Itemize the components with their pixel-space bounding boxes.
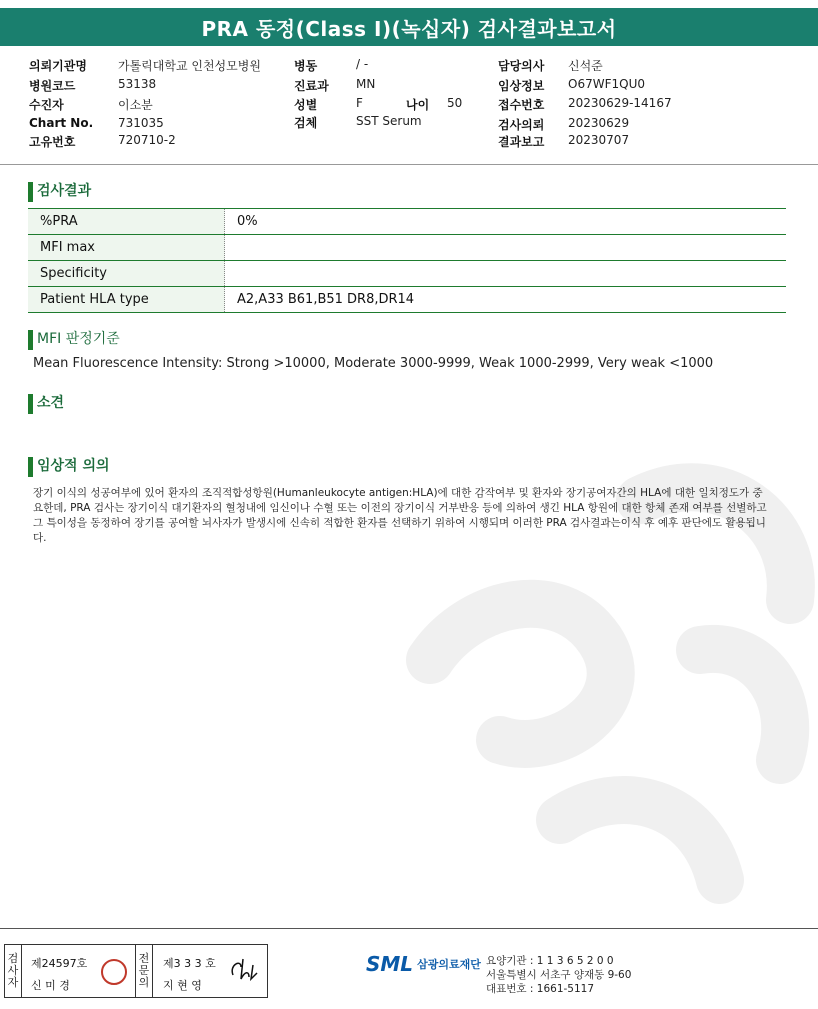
patient-label: 수진자 — [29, 98, 64, 112]
receipt-value: 20230629-14167 — [568, 96, 672, 110]
specialist-number: 제3 3 3 호 — [163, 957, 216, 970]
unique-label: 고유번호 — [29, 135, 76, 149]
hospital-label: 의뢰기관명 — [29, 59, 87, 73]
row-value: 0% — [225, 209, 787, 235]
institution-code: 요양기관 : 1 1 3 6 5 2 0 0 — [486, 955, 614, 967]
chart-value: 731035 — [118, 116, 164, 130]
clinical-significance-text: 장기 이식의 성공여부에 있어 환자의 조직적합성항원(Humanleukocyte antigen:HLA)에 대한 감작여부 및 환자와 장기공여자간의 HLA에 대한 일치정도가 중요한데, PRA 검사는 장기이식 대기환자의 혈청내에 임신이나 수혈 또는 이전의 장기이식 거부반응 등에 의하여 생긴 HLA 항원에 대한 항체 존재 여부를 선별하고 그 특이성을 동정하여 장기를 공여할 뇌사자가 발생시에 신속히 적합한 환자를 선택하기 위하여 시행되며 이러한 PRA 검사결과는이식 후 예후 판단에도 활용됩니다. — [33, 487, 767, 544]
hospital-code-label: 병원코드 — [29, 79, 76, 93]
institution-phone: 대표번호 : 1661-5117 — [486, 983, 595, 995]
opinion-heading: 소견 — [28, 394, 64, 412]
row-key: MFI max — [28, 235, 225, 261]
specialist-signature — [227, 955, 261, 985]
examiner-label: 검 사 자 — [5, 945, 22, 997]
patient-info — [0, 55, 818, 155]
specimen-label: 검체 — [294, 116, 318, 130]
sml-logo — [366, 952, 481, 976]
report-title: PRA 동정(Class I)(녹십자) 검사결과보고서 — [0, 8, 818, 46]
dept-value: MN — [356, 77, 376, 91]
row-key: Specificity — [28, 261, 225, 287]
row-key: Patient HLA type — [28, 287, 225, 313]
report-value: 20230707 — [568, 133, 630, 147]
patient-value: 이소분 — [118, 98, 153, 112]
mfi-heading: MFI 판정기준 — [28, 330, 120, 348]
report-label: 결과보고 — [498, 135, 545, 149]
institution-address — [486, 954, 631, 996]
unique-value: 720710-2 — [118, 133, 176, 147]
specialist-name: 지 현 영 — [163, 979, 202, 992]
clinical-significance-heading: 임상적 의의 — [28, 457, 110, 475]
age-value: 50 — [447, 96, 463, 110]
clinical-value: O67WF1QU0 — [568, 77, 645, 91]
receipt-label: 접수번호 — [498, 98, 545, 112]
results-heading: 검사결과 — [28, 182, 91, 200]
clinical-label: 임상정보 — [498, 79, 545, 93]
report-footer — [0, 928, 818, 1009]
row-value — [225, 261, 787, 287]
request-label: 검사의뢰 — [498, 118, 545, 132]
ward-value: / - — [356, 57, 369, 71]
examiner-number: 제24597호 — [31, 957, 88, 970]
row-value — [225, 235, 787, 261]
age-label: 나이 — [406, 98, 430, 112]
examiner-seal — [101, 959, 127, 985]
doctor-value: 신석준 — [568, 59, 603, 73]
doctor-label: 담당의사 — [498, 59, 545, 73]
info-divider — [0, 164, 818, 165]
examiner-name: 신 미 경 — [31, 979, 70, 992]
hospital-code-value: 53138 — [118, 77, 157, 91]
row-value: A2,A33 B61,B51 DR8,DR14 — [225, 287, 787, 313]
signature-box — [4, 944, 268, 998]
table-row — [28, 235, 786, 261]
sex-value: F — [356, 96, 363, 110]
row-key: %PRA — [28, 209, 225, 235]
sex-label: 성별 — [294, 98, 318, 112]
specimen-value: SST Serum — [356, 114, 422, 128]
logo-name: 삼광의료재단 — [417, 958, 481, 971]
hospital-value: 가톨릭대학교 인천성모병원 — [118, 59, 261, 73]
footer-divider — [0, 928, 818, 929]
results-table — [28, 208, 786, 313]
ward-label: 병동 — [294, 59, 318, 73]
institution-location: 서울특별시 서초구 양재동 9-60 — [486, 969, 632, 981]
table-row — [28, 261, 786, 287]
specialist-label: 전 문 의 — [135, 945, 153, 997]
dept-label: 진료과 — [294, 79, 329, 93]
chart-label: Chart No. — [29, 116, 94, 130]
request-value: 20230629 — [568, 116, 630, 130]
mfi-criteria: Mean Fluorescence Intensity: Strong >10000, Moderate 3000-9999, Weak 1000-2999, Very weak <1000 — [33, 356, 714, 371]
table-row — [28, 287, 786, 313]
table-row — [28, 209, 786, 235]
logo-mark: SML — [366, 952, 414, 976]
